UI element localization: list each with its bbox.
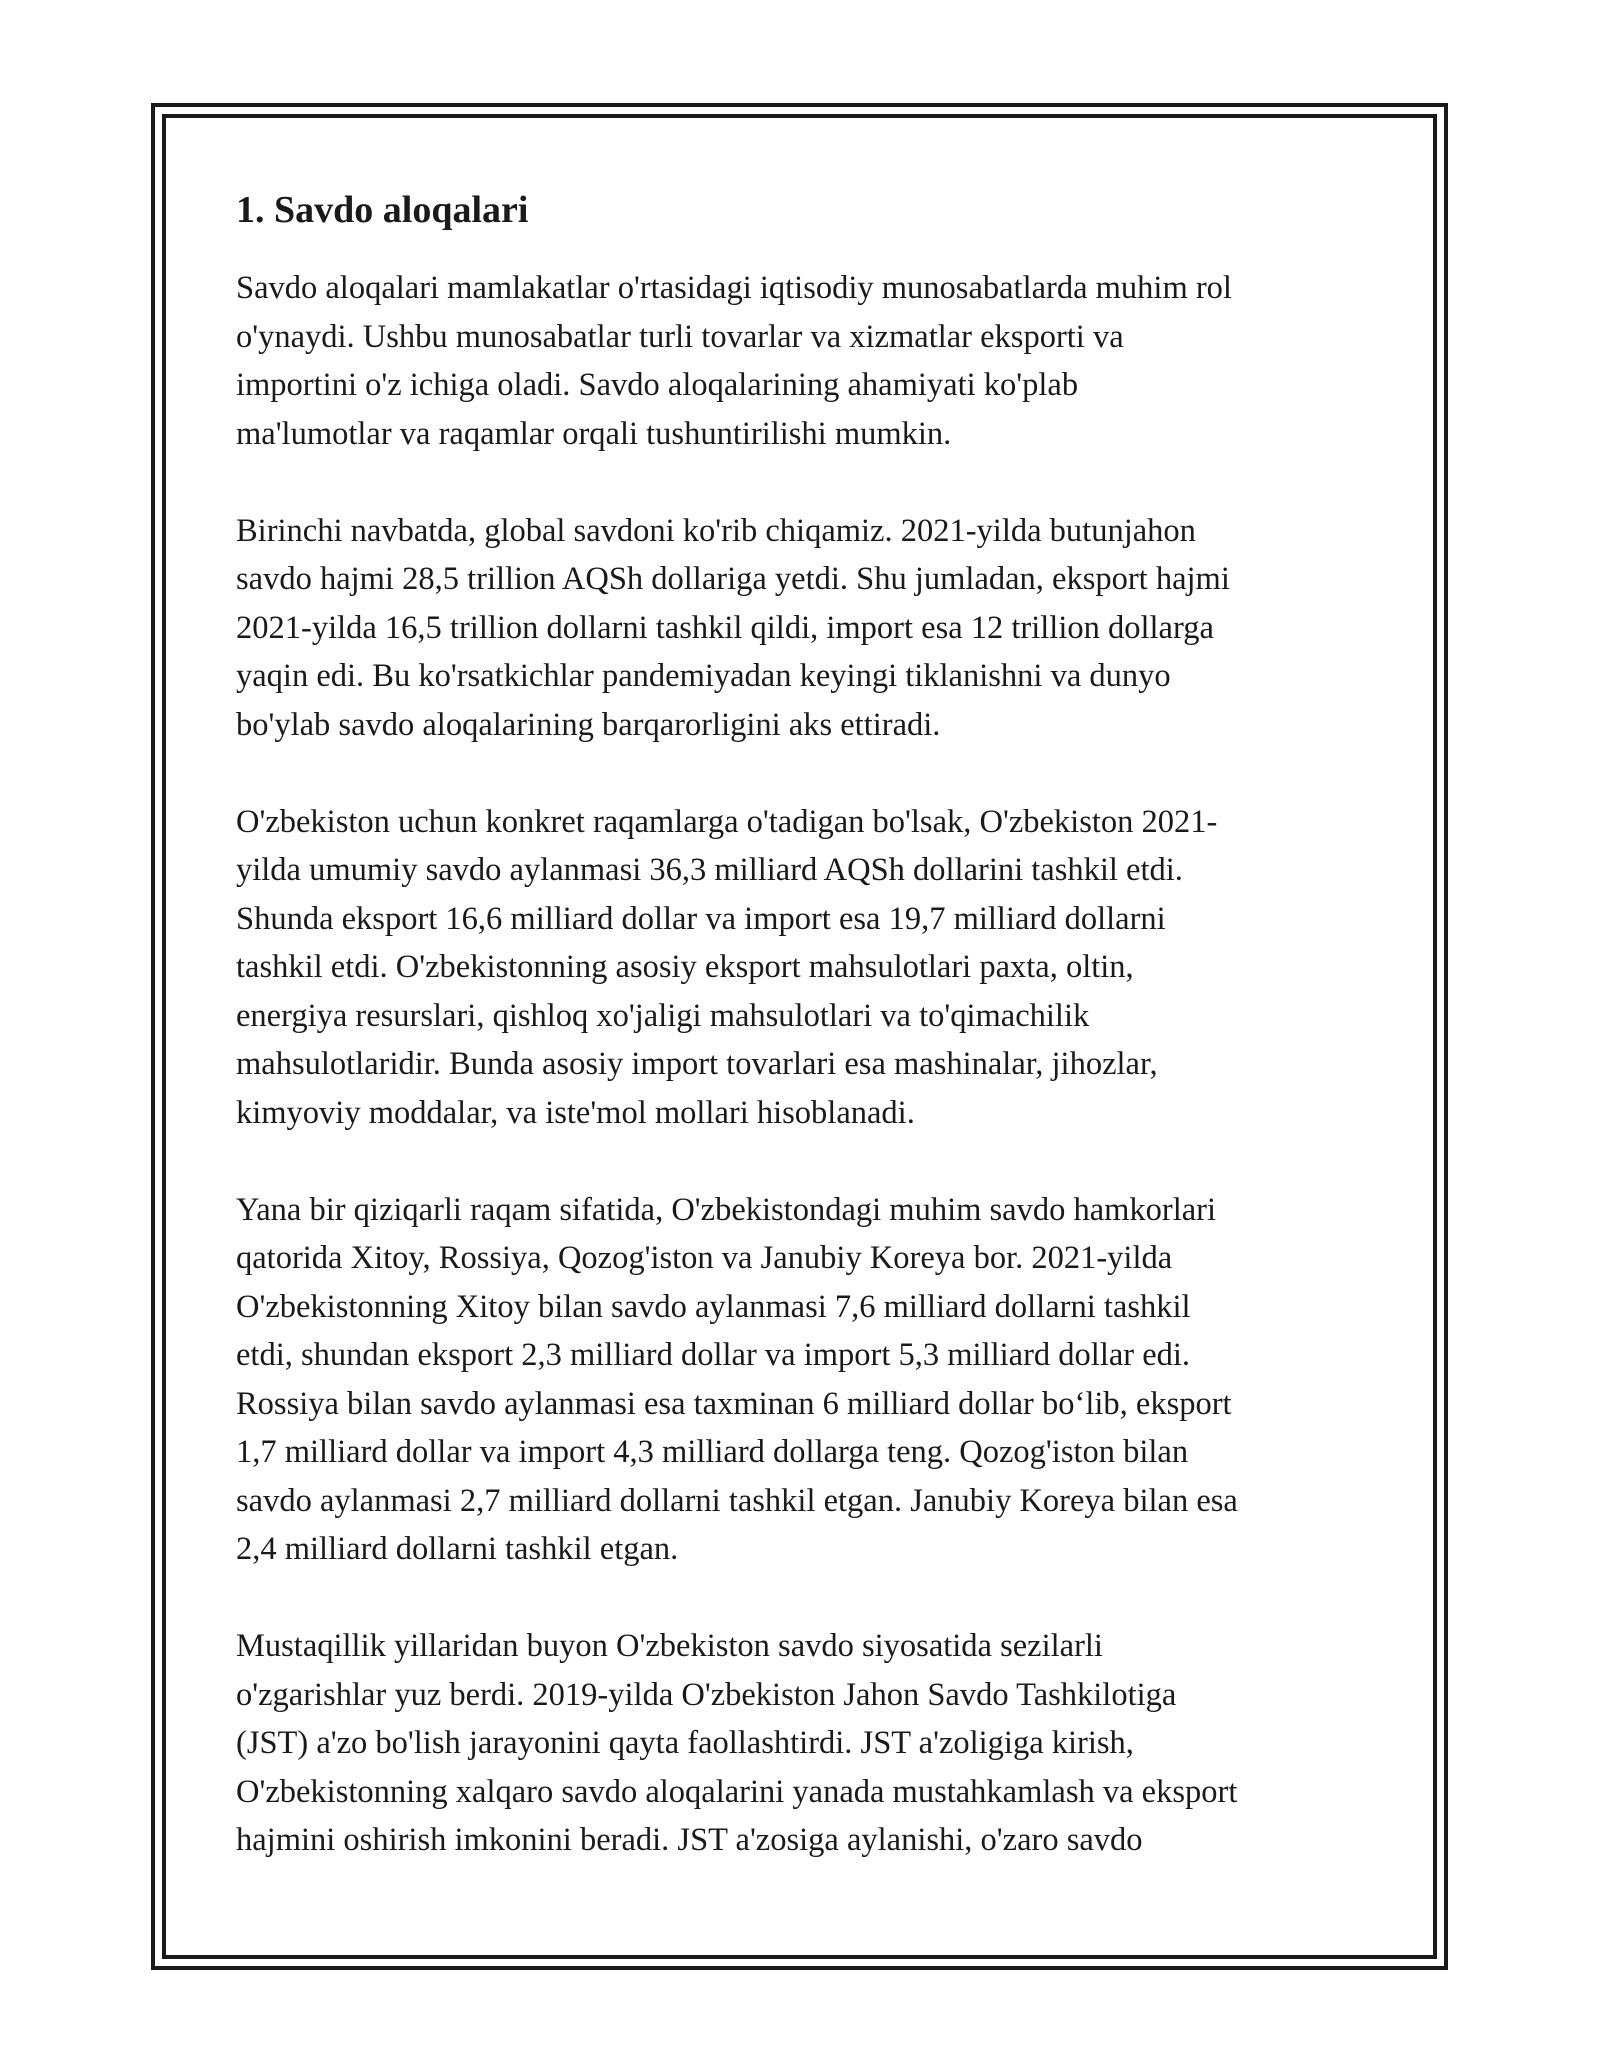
text-line: savdo aylanmasi 2,7 milliard dollarni tashkil etgan. Janubiy Koreya bilan esa: [236, 1482, 1238, 1519]
text-line: O'zbekiston uchun konkret raqamlarga o'tadigan bo'lsak, O'zbekiston 2021-: [236, 803, 1218, 840]
text-line: o'ynaydi. Ushbu munosabatlar turli tovarlar va xizmatlar eksporti va: [236, 318, 1124, 355]
text-line: o'zgarishlar yuz berdi. 2019-yilda O'zbekiston Jahon Savdo Tashkilotiga: [236, 1676, 1177, 1713]
text-line: kimyoviy moddalar, va iste'mol mollari hisoblanadi.: [236, 1094, 915, 1131]
paragraph: [236, 507, 1376, 750]
text-line: etdi, shundan eksport 2,3 milliard dollar va import 5,3 milliard dollar edi.: [236, 1337, 1191, 1373]
paragraph: [236, 798, 1376, 1138]
text-line: qatorida Xitoy, Rossiya, Qozog'iston va Janubiy Koreya bor. 2021-yilda: [236, 1240, 1173, 1276]
text-line: Mustaqillik yillaridan buyon O'zbekiston savdo siyosatida sezilarli: [236, 1628, 1103, 1664]
text-line: energiya resurslari, qishloq xo'jaligi mahsulotlari va to'qimachilik: [236, 997, 1090, 1034]
text-line: tashkil etdi. O'zbekistonning asosiy eksport mahsulotlari paxta, oltin,: [236, 949, 1134, 985]
text-line: Birinchi navbatda, global savdoni ko'rib chiqamiz. 2021-yilda butunjahon: [236, 512, 1196, 549]
text-line: (JST) a'zo bo'lish jarayonini qayta faollashtirdi. JST a'zoligiga kirish,: [236, 1725, 1134, 1761]
paragraph: [236, 1622, 1376, 1865]
paragraph: [236, 264, 1376, 458]
document-body: [236, 186, 1376, 1913]
text-line: mahsulotlaridir. Bunda asosiy import tovarlari esa mashinalar, jihozlar,: [236, 1046, 1158, 1082]
text-line: savdo hajmi 28,5 trillion AQSh dollariga yetdi. Shu jumladan, eksport hajmi: [236, 561, 1230, 597]
text-line: 2021-yilda 16,5 trillion dollarni tashkil qildi, import esa 12 trillion dollarga: [236, 609, 1214, 646]
text-line: Yana bir qiziqarli raqam sifatida, O'zbekistondagi muhim savdo hamkorlari: [236, 1191, 1217, 1228]
text-line: hajmini oshirish imkonini beradi. JST a'zosiga aylanishi, o'zaro savdo: [236, 1822, 1143, 1858]
text-line: yilda umumiy savdo aylanmasi 36,3 milliard AQSh dollarini tashkil etdi.: [236, 852, 1183, 888]
text-line: yaqin edi. Bu ko'rsatkichlar pandemiyadan keyingi tiklanishni va dunyo: [236, 658, 1171, 694]
text-line: ma'lumotlar va raqamlar orqali tushuntirilishi mumkin.: [236, 415, 952, 452]
section-heading: 1. Savdo aloqalari: [236, 189, 529, 231]
text-line: O'zbekistonning Xitoy bilan savdo aylanmasi 7,6 milliard dollarni tashkil: [236, 1288, 1191, 1325]
text-line: Shunda eksport 16,6 milliard dollar va import esa 19,7 milliard dollarni: [236, 900, 1166, 937]
paragraph: [236, 1186, 1376, 1574]
text-line: 2,4 milliard dollarni tashkil etgan.: [236, 1531, 679, 1567]
text-line: Savdo aloqalari mamlakatlar o'rtasidagi iqtisodiy munosabatlarda muhim rol: [236, 270, 1232, 306]
text-line: O'zbekistonning xalqaro savdo aloqalarini yanada mustahkamlash va eksport: [236, 1773, 1238, 1810]
text-line: bo'ylab savdo aloqalarining barqarorligini aks ettiradi.: [236, 706, 941, 743]
text-line: Rossiya bilan savdo aylanmasi esa taxminan 6 milliard dollar bo‘lib, eksport: [236, 1385, 1232, 1422]
text-line: 1,7 milliard dollar va import 4,3 milliard dollarga teng. Qozog'iston bilan: [236, 1434, 1189, 1470]
text-line: importini o'z ichiga oladi. Savdo aloqalarining ahamiyati ko'plab: [236, 367, 1079, 403]
